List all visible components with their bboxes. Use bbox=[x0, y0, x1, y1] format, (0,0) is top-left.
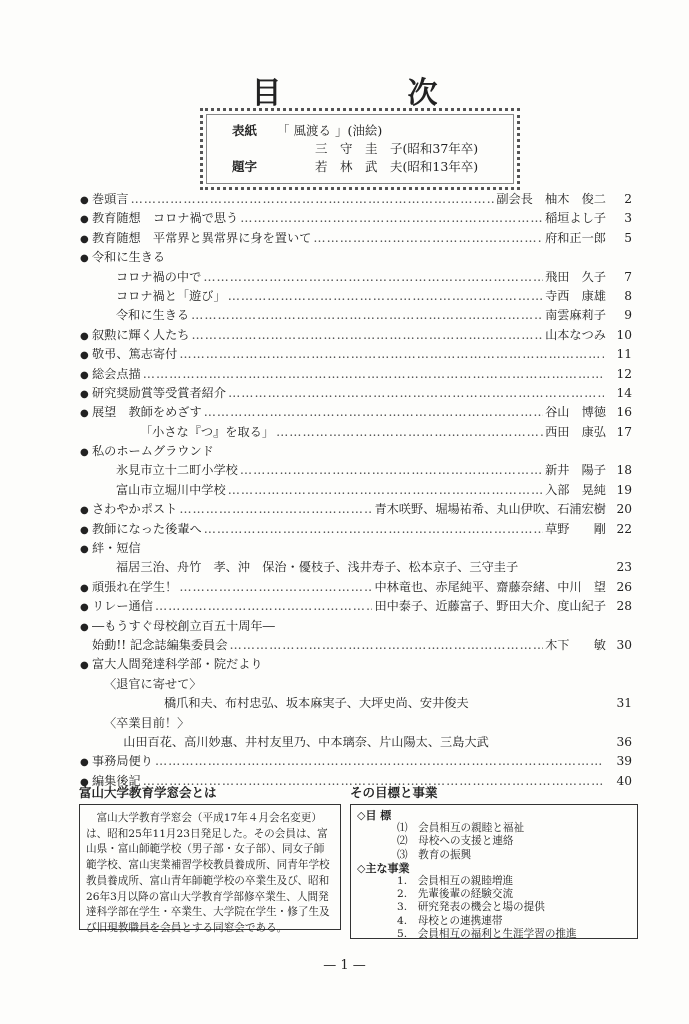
toc-page-number: 26 bbox=[616, 579, 632, 594]
toc-title: 山田百花、高川妙惠、井村友里乃、中本璃奈、片山陽太、三島大武 bbox=[123, 734, 489, 749]
title-calligrapher: 若 林 武 夫(昭和13年卒) bbox=[315, 159, 479, 174]
goals-heading: その目標と事業 bbox=[350, 785, 438, 800]
activity-item: 4. 母校との連携連帯 bbox=[397, 914, 503, 927]
cover-artist: 三 守 圭 子(昭和37年卒) bbox=[315, 141, 479, 156]
toc-title: 令和に生きる bbox=[92, 250, 166, 265]
dot-leader bbox=[179, 347, 604, 361]
toc-entry bbox=[80, 733, 632, 752]
goals-frame bbox=[350, 804, 638, 939]
bullet-mark: ● bbox=[80, 757, 89, 769]
toc-title: 頑張れ在学生！ bbox=[92, 579, 178, 594]
dot-leader bbox=[155, 599, 373, 613]
activity-item: 1. 会員相互の親睦増進 bbox=[397, 875, 514, 888]
toc-entry bbox=[80, 403, 632, 422]
toc-title: 展望 教師をめざす bbox=[92, 405, 202, 420]
toc-entry bbox=[80, 675, 632, 694]
bullet-mark: ● bbox=[80, 447, 89, 459]
goals-and-activities bbox=[350, 783, 638, 939]
toc-entry bbox=[80, 597, 632, 616]
toc-entry bbox=[80, 268, 632, 287]
toc-author: 飛田 久子 bbox=[545, 269, 606, 284]
bullet-mark: ● bbox=[80, 369, 89, 381]
toc-entry bbox=[80, 229, 632, 248]
toc-title: 教育随想 平常界と異常界に身を置いて bbox=[92, 230, 312, 245]
toc-title: 絆・短信 bbox=[92, 541, 141, 556]
toc-entry bbox=[80, 209, 632, 228]
toc-entry bbox=[80, 442, 632, 461]
bullet-mark: ● bbox=[80, 233, 89, 245]
toc-page-number: 40 bbox=[616, 773, 632, 788]
toc-entry bbox=[80, 655, 632, 674]
toc-entry bbox=[80, 520, 632, 539]
toc-author: 入部 晃純 bbox=[545, 482, 606, 497]
toc-page-number: 11 bbox=[616, 347, 632, 362]
about-body: 富山大学教育学窓会（平成17年４月会名変更）は、昭和25年11月23日発足した。その会員は、富山県・富山師範学校（男子部・女子部）、同女子師範学校、富山実業補習学校教員養成所、同青年学校教員養成所、富山青年師範学校の卒業生及び、昭和26年3月以降の富山大学教育学部修卒業生、人間発達科学部在学生・卒業生、大学院在学生・修了生及び旧現教職員を会員とする同窓会である。 bbox=[79, 804, 341, 930]
toc-author: 府和正一郎 bbox=[545, 230, 606, 245]
page-title: 目 次 bbox=[251, 76, 486, 111]
toc-author: 草野 剛 bbox=[545, 521, 606, 536]
dot-leader bbox=[155, 754, 604, 768]
toc-title: 富山市立堀川中学校 bbox=[116, 482, 226, 497]
toc-entry bbox=[80, 500, 632, 519]
toc-title: 氷見市立十二町小学校 bbox=[116, 463, 238, 478]
toc-title: 富大人間発達科学部・院だより bbox=[92, 657, 263, 672]
toc-entry bbox=[80, 190, 632, 209]
toc-entry bbox=[80, 636, 632, 655]
dot-leader bbox=[191, 308, 543, 322]
toc-entry bbox=[80, 752, 632, 771]
toc-entry bbox=[80, 345, 632, 364]
toc-page-number: 36 bbox=[616, 734, 632, 749]
toc-page-number: 9 bbox=[624, 308, 632, 323]
toc-title: 私のホームグラウンド bbox=[92, 444, 214, 459]
toc-page-number: 20 bbox=[616, 502, 632, 517]
toc-author: 中林竜也、赤尾純平、齋藤奈緒、中川 望 bbox=[374, 579, 606, 594]
bullet-mark: ● bbox=[80, 524, 89, 536]
toc-page-number: 22 bbox=[616, 521, 632, 536]
toc-author: 西田 康弘 bbox=[545, 424, 606, 439]
toc-title: 〈退官に寄せて〉 bbox=[104, 676, 202, 691]
dot-leader bbox=[179, 502, 372, 516]
dot-leader bbox=[204, 405, 543, 419]
toc-page-number: 5 bbox=[624, 230, 632, 245]
toc-title: コロナ禍と「遊び」 bbox=[116, 288, 226, 303]
toc-title: 研究奨励賞等受賞者紹介 bbox=[92, 385, 227, 400]
toc-title: 福居三治、舟竹 孝、沖 保治・優枝子、浅井寿子、松本京子、三守圭子 bbox=[116, 560, 519, 575]
activity-item: 5. 会員相互の福利と生涯学習の推進 bbox=[397, 927, 577, 940]
toc-author: 南雲麻莉子 bbox=[545, 308, 606, 323]
toc-entry bbox=[80, 461, 632, 480]
toc-page-number: 19 bbox=[616, 482, 632, 497]
toc-title: 編集後記 bbox=[92, 773, 141, 788]
dot-leader bbox=[131, 192, 495, 206]
toc-author: 青木咲野、堀場祐希、丸山伊吹、石浦宏樹 bbox=[374, 502, 606, 517]
bullet-mark: ● bbox=[80, 408, 89, 420]
toc-page-number: 12 bbox=[616, 366, 632, 381]
toc-author: 新井 陽子 bbox=[545, 463, 606, 478]
toc-title: 「小さな『つ』を取る」 bbox=[140, 424, 275, 439]
dot-leader bbox=[230, 638, 544, 652]
toc-entry bbox=[80, 694, 632, 713]
dot-leader bbox=[313, 231, 543, 245]
bullet-mark: ● bbox=[80, 582, 89, 594]
toc-entry bbox=[80, 423, 632, 442]
toc-page-number: 18 bbox=[616, 463, 632, 478]
toc-author: 寺西 康雄 bbox=[545, 288, 606, 303]
goals-section-label: ◇目 標 bbox=[357, 809, 392, 822]
dot-leader bbox=[192, 328, 544, 342]
bullet-mark: ● bbox=[80, 776, 89, 788]
toc-author: 山本なつみ bbox=[545, 327, 606, 342]
toc-title: 教育随想 コロナ禍で思う bbox=[92, 211, 239, 226]
bullet-mark: ● bbox=[80, 195, 89, 206]
dot-leader bbox=[143, 367, 604, 381]
toc-title: 叙勲に輝く人たち bbox=[92, 327, 190, 342]
page-number: — 1 — bbox=[323, 958, 366, 973]
bullet-mark: ● bbox=[80, 602, 89, 614]
bullet-mark: ● bbox=[80, 350, 89, 362]
toc-entry bbox=[80, 306, 632, 325]
toc-author: 谷山 博徳 bbox=[545, 405, 606, 420]
toc-title: ―もうすぐ母校創立百五十周年― bbox=[92, 618, 275, 633]
toc-entry bbox=[80, 714, 632, 733]
toc-title: 事務局便り bbox=[92, 754, 153, 769]
toc-title: コロナ禍の中で bbox=[116, 269, 202, 284]
toc-entry bbox=[80, 248, 632, 267]
toc-page-number: 30 bbox=[616, 637, 632, 652]
bullet-mark: ● bbox=[80, 660, 89, 672]
toc-page-number: 10 bbox=[616, 327, 632, 342]
toc-entry bbox=[80, 481, 632, 500]
table-of-contents bbox=[80, 190, 632, 791]
bullet-mark: ● bbox=[80, 505, 89, 517]
goal-item: ⑴ 会員相互の親睦と福祉 bbox=[397, 822, 525, 835]
goal-item: ⑵ 母校への支援と連絡 bbox=[397, 835, 514, 848]
toc-title: リレー通信 bbox=[92, 599, 153, 614]
toc-page-number: 8 bbox=[624, 288, 632, 303]
toc-title: 教師になった後輩へ bbox=[92, 521, 202, 536]
activity-item: 3. 研究発表の機会と場の提供 bbox=[397, 901, 545, 914]
goal-item: ⑶ 教育の振興 bbox=[397, 848, 472, 861]
dot-leader bbox=[203, 270, 543, 284]
toc-title: 始動!! 記念誌編集委員会 bbox=[92, 637, 228, 652]
bullet-mark: ● bbox=[80, 388, 89, 400]
toc-title: 総会点描 bbox=[92, 366, 141, 381]
toc-page-number: 39 bbox=[616, 754, 632, 769]
bullet-mark: ● bbox=[80, 621, 89, 633]
toc-title: さわやかポスト bbox=[92, 502, 178, 517]
toc-author: 副会長 柚木 俊二 bbox=[496, 192, 606, 206]
dot-leader bbox=[276, 425, 543, 439]
dot-leader bbox=[240, 463, 543, 477]
bullet-mark: ● bbox=[80, 253, 89, 265]
title-calligraphy-label: 題字 bbox=[232, 159, 258, 174]
cover-work: 「 風渡る 」(油絵) bbox=[277, 123, 383, 138]
activity-item: 2. 先輩後輩の経験交流 bbox=[397, 888, 514, 901]
bullet-mark: ● bbox=[80, 544, 89, 556]
toc-entry bbox=[80, 287, 632, 306]
about-heading: 富山大学教育学窓会とは bbox=[79, 785, 217, 800]
toc-page-number: 7 bbox=[624, 269, 632, 284]
toc-title: 巻頭言 bbox=[92, 192, 129, 206]
dot-leader bbox=[228, 483, 543, 497]
toc-entry bbox=[80, 578, 632, 597]
dot-leader bbox=[228, 289, 543, 303]
toc-entry bbox=[80, 558, 632, 577]
cover-label: 表紙 bbox=[232, 123, 258, 138]
toc-title: 〈卒業目前！〉 bbox=[104, 715, 190, 730]
toc-entry bbox=[80, 539, 632, 558]
dot-leader bbox=[228, 386, 604, 400]
toc-author: 木下 敏 bbox=[545, 637, 606, 652]
toc-page-number: 3 bbox=[624, 211, 632, 226]
toc-entry bbox=[80, 384, 632, 403]
association-about bbox=[79, 783, 341, 934]
dot-leader bbox=[179, 580, 372, 594]
toc-author: 稲垣よし子 bbox=[545, 211, 606, 226]
toc-title: 令和に生きる bbox=[116, 308, 190, 323]
toc-entry bbox=[80, 326, 632, 345]
bullet-mark: ● bbox=[80, 214, 89, 226]
toc-title: 橋爪和夫、布村忠弘、坂本麻実子、大坪史尚、安井俊夫 bbox=[164, 696, 469, 711]
toc-title: 敬弔、篤志寄付 bbox=[92, 347, 178, 362]
toc-page-number: 16 bbox=[616, 405, 632, 420]
toc-author: 田中泰子、近藤富子、野田大介、度山紀子 bbox=[374, 599, 606, 614]
dot-leader bbox=[240, 211, 543, 225]
toc-entry bbox=[80, 617, 632, 636]
toc-page-number: 17 bbox=[616, 424, 632, 439]
toc-entry bbox=[80, 365, 632, 384]
toc-page-number: 14 bbox=[616, 385, 632, 400]
dot-leader bbox=[204, 522, 543, 536]
bullet-mark: ● bbox=[80, 330, 89, 342]
activities-section-label: ◇主な事業 bbox=[357, 861, 410, 875]
toc-page-number: 2 bbox=[624, 192, 632, 206]
toc-page-number: 28 bbox=[616, 599, 632, 614]
toc-page-number: 23 bbox=[616, 560, 632, 575]
toc-page-number: 31 bbox=[616, 696, 632, 711]
